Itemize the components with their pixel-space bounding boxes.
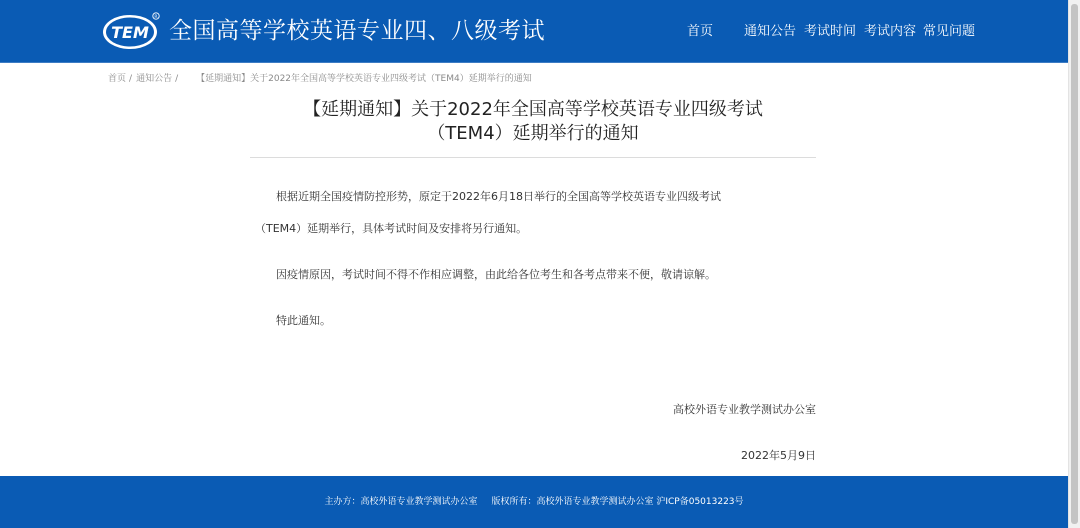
article-paragraph: 特此通知。 <box>276 314 331 327</box>
article-date: 2022年5月9日 <box>741 449 816 462</box>
article-title-line-1: 【延期通知】关于2022年全国高等学校英语专业四级考试 <box>303 99 763 120</box>
breadcrumb-notices[interactable]: 通知公告 <box>136 74 173 84</box>
article-paragraph: 因疫情原因，考试时间不得不作相应调整，由此给各位考生和各考点带来不便，敬请谅解。 <box>276 268 716 281</box>
footer-copyright: 版权所有：高校外语专业教学测试办公室 <box>491 497 654 507</box>
breadcrumb <box>108 73 532 85</box>
nav-exam-content[interactable]: 考试内容 <box>864 24 917 39</box>
scrollbar-thumb[interactable] <box>1071 4 1078 524</box>
vertical-scrollbar[interactable] <box>1068 0 1080 528</box>
breadcrumb-current: 【延期通知】关于2022年全国高等学校英语专业四级考试（TEM4）延期举行的通知 <box>196 74 532 84</box>
title-divider <box>250 157 816 158</box>
article-title <box>250 98 816 146</box>
nav-faq[interactable]: 常见问题 <box>923 24 976 39</box>
site-footer <box>0 476 1068 528</box>
article-paragraph: 根据近期全国疫情防控形势，原定于2022年6月18日举行的全国高等学校英语专业四级考试 <box>276 190 721 203</box>
logo-text: TEM <box>111 23 149 42</box>
article-signature: 高校外语专业教学测试办公室 <box>673 403 816 416</box>
nav-exam-time[interactable]: 考试时间 <box>804 24 857 39</box>
article-paragraph: （TEM4）延期举行，具体考试时间及安排将另行通知。 <box>255 222 528 235</box>
breadcrumb-home[interactable]: 首页 <box>108 74 127 84</box>
breadcrumb-separator: / <box>129 74 133 84</box>
footer-organizer: 主办方：高校外语专业教学测试办公室 <box>324 497 478 507</box>
nav-notices[interactable]: 通知公告 <box>744 24 797 39</box>
article-title-line-2: （TEM4）延期举行的通知 <box>427 123 639 144</box>
svg-text:R: R <box>154 14 158 20</box>
footer-icp[interactable]: 沪ICP备05013223号 <box>656 497 744 507</box>
site-title: 全国高等学校英语专业四、八级考试 <box>169 18 545 44</box>
tem-logo[interactable] <box>102 11 160 51</box>
nav-home[interactable]: 首页 <box>687 24 714 39</box>
breadcrumb-separator: / <box>175 74 179 84</box>
footer-text <box>0 496 1068 508</box>
site-header <box>0 0 1068 63</box>
